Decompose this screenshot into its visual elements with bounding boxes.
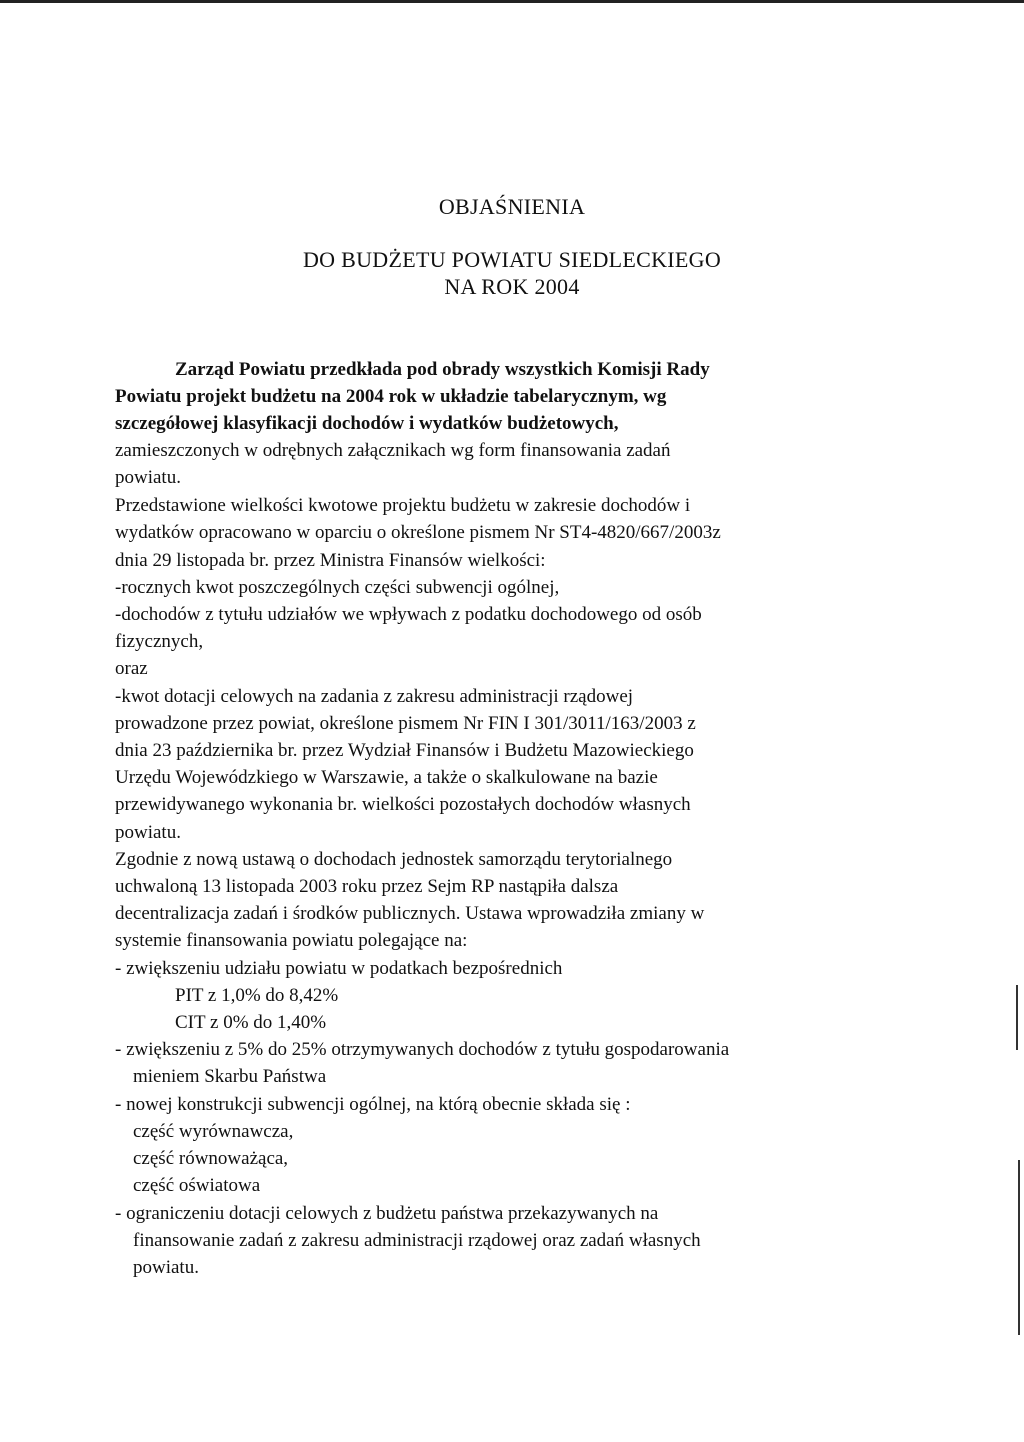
text-line: Urzędu Wojewódzkiego w Warszawie, a także o skalkulowane na bazie — [115, 767, 658, 788]
text-line: wydatków opracowano w oparciu o określone pismem Nr ST4-4820/667/2003z — [115, 522, 721, 543]
text-line: część wyrównawcza, — [133, 1121, 294, 1142]
text-line: - zwiększeniu udziału powiatu w podatkach bezpośrednich — [115, 958, 563, 979]
text-line: prowadzone przez powiat, określone pismem Nr FIN I 301/3011/163/2003 z — [115, 713, 696, 734]
document-subtitle: DO BUDŻETU POWIATU SIEDLECKIEGO — [302, 247, 722, 272]
text-line: -rocznych kwot poszczególnych części subwencji ogólnej, — [115, 577, 560, 598]
text-line: część oświatowa — [133, 1175, 261, 1196]
text-line: oraz — [115, 658, 148, 679]
right-margin-mark — [1016, 985, 1018, 1050]
text-line: dnia 29 listopada br. przez Ministra Finansów wielkości: — [115, 550, 546, 571]
text-line: przewidywanego wykonania br. wielkości pozostałych dochodów własnych — [115, 794, 691, 815]
document-title: OBJAŚNIENIA — [438, 194, 586, 219]
text-line: decentralizacja zadań i środków publicznych. Ustawa wprowadziła zmiany w — [115, 903, 705, 924]
text-line: - zwiększeniu z 5% do 25% otrzymywanych dochodów z tytułu gospodarowania — [115, 1039, 730, 1060]
text-line: finansowanie zadań z zakresu administracji rządowej oraz zadań własnych — [133, 1230, 701, 1251]
text-line: fizycznych, — [115, 631, 204, 652]
text-line: Przedstawione wielkości kwotowe projektu budżetu w zakresie dochodów i — [115, 495, 691, 516]
text-line: systemie finansowania powiatu polegające na: — [115, 930, 468, 951]
document-subtitle-year: NA ROK 2004 — [444, 274, 580, 299]
text-line: Zarząd Powiatu przedkłada pod obrady wszystkich Komisji Rady — [175, 359, 710, 380]
text-line: powiatu. — [115, 822, 181, 843]
text-line: szczegółowej klasyfikacji dochodów i wydatków budżetowych, — [115, 413, 619, 434]
text-line: -dochodów z tytułu udziałów we wpływach z podatku dochodowego od osób — [115, 604, 702, 625]
text-line: Powiatu projekt budżetu na 2004 rok w układzie tabelarycznym, wg — [115, 386, 667, 407]
text-line: - ograniczeniu dotacji celowych z budżetu państwa przekazywanych na — [115, 1203, 659, 1224]
text-line: PIT z 1,0% do 8,42% — [175, 985, 339, 1006]
text-line: - nowej konstrukcji subwencji ogólnej, na którą obecnie składa się : — [115, 1094, 631, 1115]
text-line: uchwaloną 13 listopada 2003 roku przez Sejm RP nastąpiła dalsza — [115, 876, 619, 897]
text-line: część równoważąca, — [133, 1148, 289, 1169]
text-line: dnia 23 października br. przez Wydział Finansów i Budżetu Mazowieckiego — [115, 740, 694, 761]
text-line: mieniem Skarbu Państwa — [133, 1066, 327, 1087]
text-line: zamieszczonych w odrębnych załącznikach wg form finansowania zadań — [115, 440, 671, 461]
text-line: Zgodnie z nową ustawą o dochodach jednostek samorządu terytorialnego — [115, 849, 673, 870]
text-line: -kwot dotacji celowych na zadania z zakresu administracji rządowej — [115, 686, 634, 707]
text-line: powiatu. — [115, 467, 181, 488]
right-margin-mark — [1018, 1160, 1020, 1335]
text-line: CIT z 0% do 1,40% — [175, 1012, 327, 1033]
text-line: powiatu. — [133, 1257, 199, 1278]
top-scan-edge — [0, 0, 1024, 3]
